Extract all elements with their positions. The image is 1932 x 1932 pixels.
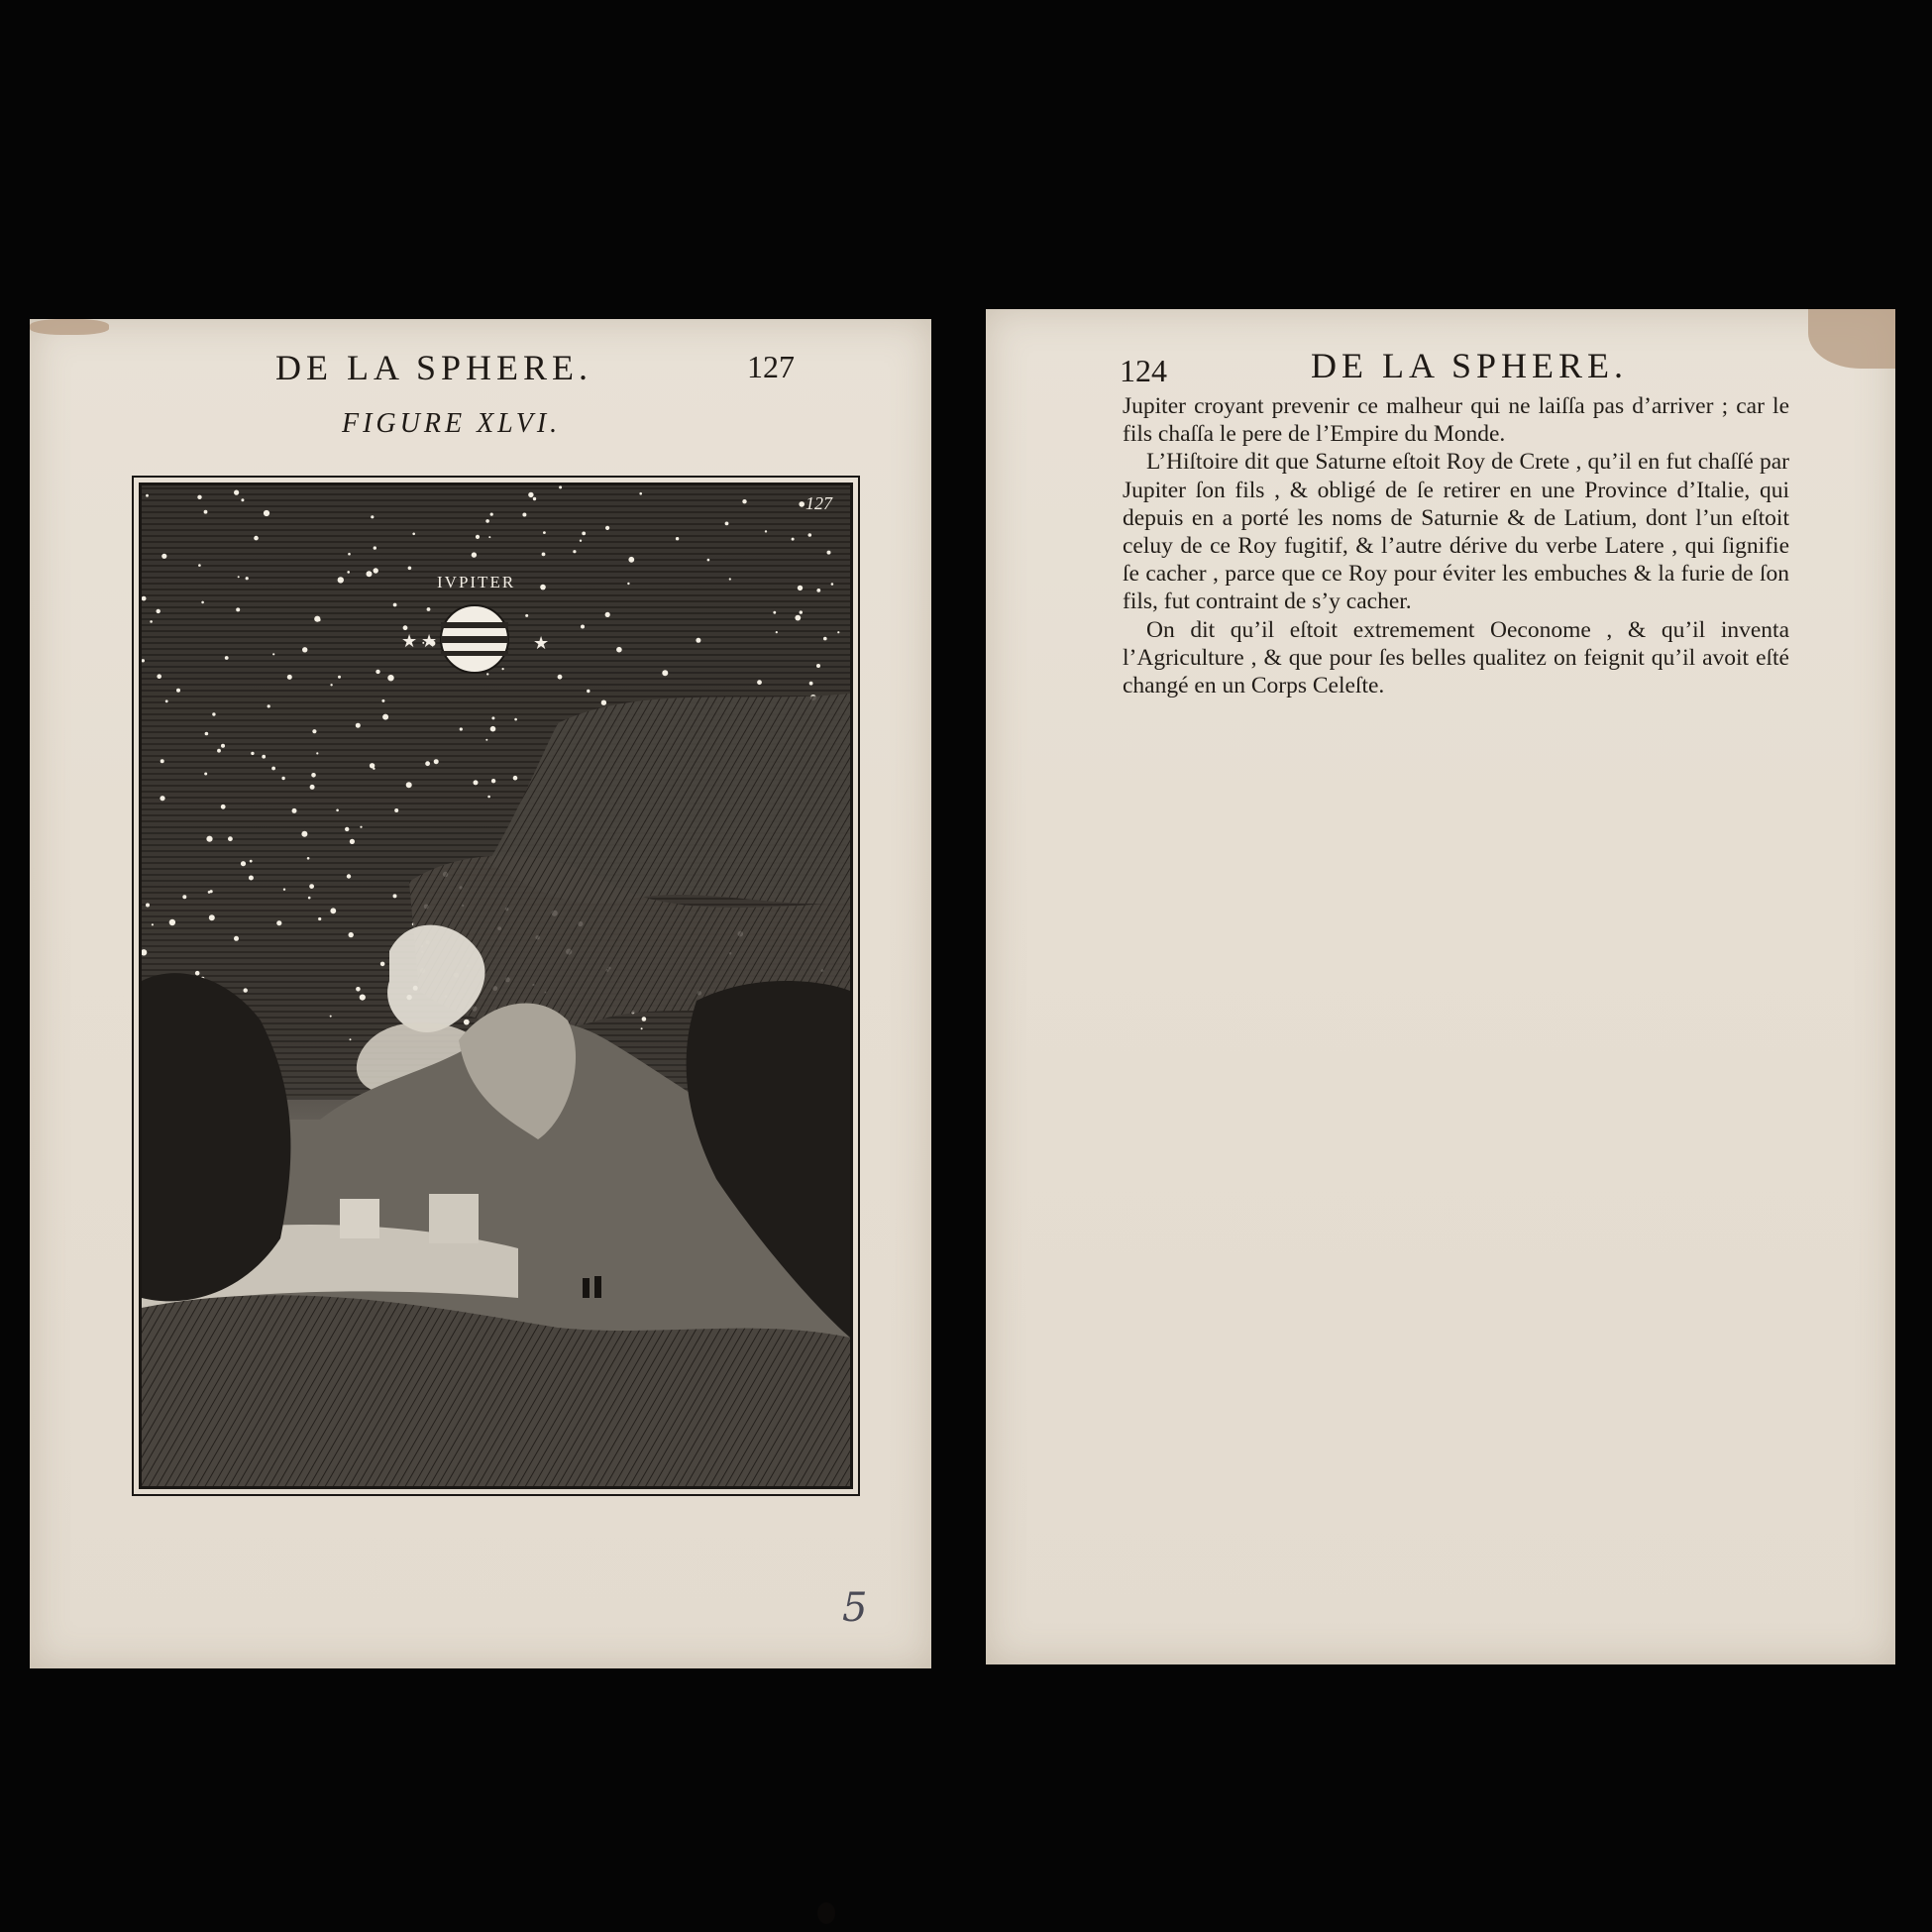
- star: [776, 631, 778, 633]
- star: [472, 552, 477, 557]
- star: [408, 567, 412, 571]
- star: [491, 779, 495, 783]
- star: [238, 576, 240, 578]
- star: [373, 768, 375, 770]
- star: [157, 609, 161, 613]
- paper-stain: [30, 319, 109, 335]
- star: [816, 589, 820, 592]
- star: [816, 664, 820, 668]
- star: [150, 620, 153, 623]
- star: [387, 675, 393, 681]
- star: [474, 780, 479, 785]
- star: [374, 568, 378, 573]
- star: [212, 712, 215, 715]
- running-head-left: DE LA SPHERE.: [275, 348, 593, 387]
- star: [146, 904, 150, 908]
- star: [376, 670, 379, 674]
- star: [601, 700, 606, 705]
- jupiter-engraving: [139, 483, 853, 1489]
- star: [276, 920, 281, 925]
- star: [330, 684, 332, 686]
- svg-text:★: ★: [421, 631, 438, 651]
- star: [246, 577, 249, 580]
- star: [827, 551, 831, 555]
- star: [197, 495, 201, 499]
- star: [268, 704, 270, 707]
- star: [250, 860, 253, 863]
- star: [642, 1017, 647, 1021]
- paragraph-3: On dit qu’il eſtoit extremement Oeconome , & qu’il inventa l’Agriculture , & que pour ſes belles qualitez on feignit qu’il avoit eſté changé en un Corps Celeſte.: [1123, 616, 1789, 699]
- star: [831, 583, 834, 586]
- star: [627, 583, 629, 585]
- planet-label: IVPITER: [437, 573, 516, 591]
- star: [349, 932, 354, 937]
- star: [513, 776, 518, 781]
- page-number-right: 124: [1120, 353, 1167, 388]
- star: [338, 676, 341, 679]
- star: [792, 538, 795, 541]
- star: [800, 610, 803, 613]
- star: [616, 647, 622, 653]
- jupiter-planet: [441, 605, 508, 673]
- star: [374, 546, 376, 549]
- star: [587, 690, 590, 693]
- star: [292, 808, 297, 813]
- star: [795, 615, 801, 621]
- star: [318, 917, 321, 920]
- star: [382, 714, 388, 720]
- star: [302, 647, 307, 652]
- star: [198, 564, 201, 567]
- star: [486, 673, 488, 675]
- star: [573, 550, 576, 553]
- star: [209, 914, 215, 920]
- star: [380, 962, 385, 967]
- star: [605, 526, 609, 530]
- star: [757, 680, 762, 685]
- star: [605, 612, 610, 617]
- star: [425, 761, 430, 766]
- star: [241, 861, 246, 866]
- star: [311, 773, 316, 778]
- star: [318, 618, 321, 621]
- star: [271, 767, 275, 771]
- star: [234, 936, 239, 941]
- star: [350, 839, 355, 844]
- star: [241, 498, 244, 501]
- star: [765, 530, 767, 532]
- star: [543, 531, 546, 534]
- star: [204, 510, 208, 514]
- star: [146, 494, 149, 497]
- star: [272, 653, 274, 655]
- star: [356, 723, 361, 728]
- star: [262, 755, 266, 759]
- star: [558, 675, 563, 680]
- star: [580, 540, 582, 542]
- star: [487, 796, 490, 799]
- star: [808, 533, 812, 537]
- star: [542, 553, 546, 557]
- star: [393, 894, 397, 898]
- star: [169, 919, 175, 925]
- star: [160, 796, 164, 801]
- star: [350, 1038, 352, 1040]
- star: [676, 537, 679, 540]
- star: [347, 874, 351, 878]
- star: [490, 726, 496, 732]
- star: [522, 513, 526, 517]
- star: [347, 571, 350, 574]
- star: [182, 895, 186, 899]
- star: [464, 1020, 470, 1025]
- star: [393, 603, 397, 607]
- star: [204, 773, 207, 776]
- star: [360, 826, 362, 828]
- star: [161, 759, 164, 763]
- star: [176, 689, 180, 693]
- star: [251, 752, 254, 755]
- page-number-left: 127: [747, 349, 795, 384]
- star: [316, 752, 318, 754]
- star: [707, 559, 710, 562]
- star: [225, 656, 229, 660]
- star: [460, 727, 463, 730]
- left-page: [30, 319, 931, 1668]
- star: [206, 836, 212, 842]
- paragraph-2: L’Hiſtoire dit que Saturne eſtoit Roy de Crete , qu’il en fut chaſſé par Jupiter ſon fils , & obligé de ſe retirer en une Province d’Italie, qui depuis en a porté les noms de Saturnie & de Latium, dont l’un eſtoit celuy de ce Roy fugitif, & l’autre dérive du verbe Latere , qui ſignifie ſe cacher , parce que ce Roy pour éviter les embuches & la furie de ſon fils, fut contraint de s’y cacher.: [1123, 449, 1789, 615]
- star: [221, 744, 225, 748]
- star: [641, 1027, 643, 1029]
- star: [729, 578, 731, 580]
- star: [312, 729, 316, 733]
- star: [406, 782, 412, 788]
- paragraph-1: Jupiter croyant prevenir ce malheur qui ne laiſſa pas d’arriver ; car le fils chaſſa le pere de l’Empire du Monde.: [1123, 393, 1789, 448]
- star: [345, 827, 349, 831]
- star: [528, 492, 533, 497]
- star: [249, 876, 254, 881]
- star: [281, 777, 284, 780]
- star: [287, 675, 292, 680]
- svg-text:★: ★: [533, 633, 550, 653]
- star: [773, 611, 776, 614]
- star: [809, 682, 813, 686]
- star: [485, 739, 487, 741]
- star: [491, 716, 494, 719]
- star: [742, 499, 746, 503]
- star: [540, 585, 546, 590]
- star: [221, 805, 226, 809]
- star: [308, 897, 311, 900]
- running-head-right: DE LA SPHERE.: [1311, 346, 1629, 385]
- star: [264, 510, 269, 516]
- star: [639, 492, 642, 495]
- star: [234, 490, 239, 495]
- svg-text:★: ★: [401, 631, 418, 651]
- temple: [429, 1194, 479, 1243]
- star: [165, 699, 168, 702]
- star: [210, 890, 213, 893]
- star: [525, 614, 528, 617]
- star: [485, 519, 489, 523]
- star: [244, 988, 248, 992]
- star: [823, 637, 827, 641]
- star: [412, 533, 415, 536]
- star: [628, 557, 634, 563]
- star: [559, 485, 562, 488]
- star: [725, 522, 729, 526]
- star: [157, 674, 161, 679]
- star: [360, 995, 366, 1001]
- star: [217, 749, 221, 753]
- star: [488, 536, 490, 538]
- star: [301, 831, 307, 837]
- star: [837, 631, 839, 633]
- star: [581, 625, 585, 629]
- star: [502, 668, 504, 670]
- wormhole: [817, 1902, 835, 1924]
- handwritten-mark: 5: [842, 1585, 868, 1631]
- star: [201, 601, 204, 604]
- star: [403, 625, 408, 630]
- star: [490, 513, 493, 516]
- star: [309, 884, 314, 889]
- star: [205, 732, 209, 736]
- star: [434, 759, 439, 764]
- building: [340, 1199, 379, 1238]
- star: [310, 785, 315, 790]
- star: [696, 638, 700, 643]
- star: [371, 515, 374, 518]
- star: [348, 553, 351, 556]
- engraving-artwork: [142, 485, 850, 1486]
- star: [283, 889, 285, 891]
- star: [254, 536, 259, 541]
- figure-title: FIGURE XLVI.: [342, 408, 562, 439]
- star: [338, 577, 344, 583]
- star: [662, 670, 668, 676]
- star: [330, 1016, 332, 1018]
- star: [798, 586, 803, 590]
- star: [236, 607, 240, 611]
- star: [336, 809, 339, 812]
- star: [152, 923, 154, 925]
- star: [330, 908, 336, 913]
- star: [381, 699, 384, 702]
- star: [514, 718, 517, 721]
- star: [427, 607, 431, 611]
- star: [582, 532, 586, 536]
- star: [799, 501, 805, 507]
- star: [356, 987, 361, 992]
- star: [228, 836, 233, 841]
- star: [533, 497, 536, 500]
- body-text: [1123, 392, 1789, 699]
- star: [394, 808, 398, 812]
- star: [367, 571, 373, 577]
- star: [307, 857, 310, 860]
- star: [161, 554, 166, 559]
- star: [195, 971, 200, 976]
- paper-stain-corner: [1808, 309, 1895, 369]
- right-page: [986, 309, 1895, 1664]
- star: [476, 535, 480, 539]
- plate-number: 127: [805, 493, 832, 513]
